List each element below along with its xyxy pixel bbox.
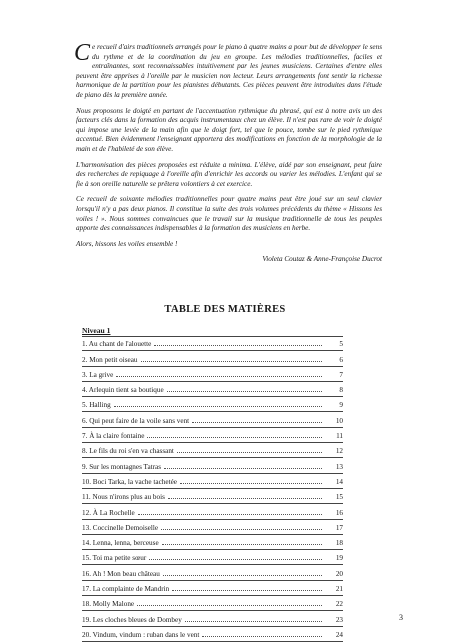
toc-entry bbox=[82, 367, 343, 382]
toc-entry bbox=[82, 474, 343, 489]
toc-entry-page: 12 bbox=[335, 447, 343, 456]
toc-entry bbox=[82, 428, 343, 443]
level-heading: Niveau 1 bbox=[82, 326, 111, 335]
toc-entry-page: 14 bbox=[335, 477, 343, 486]
page-number: 3 bbox=[399, 613, 403, 622]
toc-leader-dots bbox=[163, 575, 322, 576]
toc-leader-dots bbox=[154, 345, 322, 346]
intro-paragraph-2: Nous proposons le doigté en partant de l'accentuation rythmique du phrasé, qui est à notre avis un des facteurs clés dans la formation des acquis instrumentaux chez un élève. Il n'est pas rare de voir le doigté qui impose une levée de la main afin que le doigt fort, tel que le pouce, tombe sur le pied rythmique accentué. Bien évidemment l'enseignant apportera des modifications en fonction de la morphologie de la main et de l'habileté de son élève. bbox=[76, 106, 382, 153]
toc-leader-dots bbox=[116, 376, 322, 377]
toc-entry-page: 20 bbox=[335, 569, 343, 578]
toc-entry-page: 6 bbox=[339, 355, 343, 364]
toc-leader-dots bbox=[177, 452, 322, 453]
toc-leader-dots bbox=[180, 483, 322, 484]
toc-leader-dots bbox=[164, 468, 322, 469]
toc-leader-dots bbox=[149, 559, 322, 560]
toc-entry-title: 9. Sur les montagnes Tatras bbox=[82, 462, 162, 471]
toc-leader-dots bbox=[161, 529, 322, 530]
toc-entry-page: 15 bbox=[335, 493, 343, 502]
toc-entry-title: 5. Halling bbox=[82, 401, 111, 410]
intro-paragraph-3: L'harmonisation des pièces proposées est réduite a minima. L'élève, aidé par son enseignant, peut faire des recherches de repiquage à l'oreille afin d'enrichir les accords ou varier les mélodies. L'enfant qui se fie à son oreille naturelle se prêtera volontiers à cet exercice. bbox=[76, 160, 382, 188]
toc-entry-page: 7 bbox=[339, 370, 343, 379]
toc-entry-title: 17. La complainte de Mandrin bbox=[82, 585, 170, 594]
toc-entry-page: 19 bbox=[335, 554, 343, 563]
toc-entry-page: 17 bbox=[335, 523, 343, 532]
toc-entry-title: 2. Mon petit oiseau bbox=[82, 355, 138, 364]
toc-leader-dots bbox=[167, 391, 322, 392]
toc-entry bbox=[82, 565, 343, 580]
toc-leader-dots bbox=[168, 498, 322, 499]
toc-entry bbox=[82, 596, 343, 611]
toc-title: TABLE DES MATIÈRES bbox=[164, 304, 286, 315]
toc-entry-title: 15. Toi ma petite sœur bbox=[82, 554, 147, 563]
toc-entry bbox=[82, 550, 343, 565]
toc-entry bbox=[82, 443, 343, 458]
toc-entry-page: 8 bbox=[339, 386, 343, 395]
toc-leader-dots bbox=[141, 361, 323, 362]
toc-entry bbox=[82, 581, 343, 596]
toc-entry-page: 16 bbox=[335, 508, 343, 517]
toc-entry bbox=[82, 397, 343, 412]
intro-paragraph-1-text: e recueil d'airs traditionnels arrangés pour le piano à quatre mains a pour but de développer le sens du rythme et de la coordination du jeu en groupe. Les mélodies traditionnelles, faciles et entraînantes, sont reconnaissables intuitivement par les jeunes musiciens. Certaines d'entre elles peuvent être apprises à l'oreille par le musicien non lecteur. Leurs arrangements font sentir la richesse harmonique de la partition pour les pianistes débutants. Ces pièces peuvent être introduites dans l'étude de piano dès la première année. bbox=[76, 43, 382, 99]
introduction-text bbox=[74, 40, 382, 271]
toc-leader-dots bbox=[147, 437, 322, 438]
toc-entry-title: 18. Molly Malone bbox=[82, 600, 135, 609]
toc-entry bbox=[82, 535, 343, 550]
toc-entry-title: 1. Au chant de l'alouette bbox=[82, 340, 152, 349]
toc-leader-dots bbox=[137, 605, 322, 606]
toc-entry-title: 8. Le fils du roi s'en va chassant bbox=[82, 447, 174, 456]
toc-leader-dots bbox=[185, 621, 322, 622]
toc-entry-title: 4. Arlequin tient sa boutique bbox=[82, 386, 164, 395]
signature: Violeta Coutaz & Anne-Françoise Ducrot bbox=[262, 255, 382, 264]
toc-entry-page: 23 bbox=[335, 615, 343, 624]
toc-entry-page: 5 bbox=[339, 340, 343, 349]
toc-entry-title: 3. La grive bbox=[82, 370, 114, 379]
toc-entry bbox=[82, 489, 343, 504]
toc-entry-title: 19. Les cloches bleues de Dombey bbox=[82, 615, 182, 624]
toc-entry-page: 18 bbox=[335, 539, 343, 548]
toc-leader-dots bbox=[138, 514, 322, 515]
toc-entry-page: 13 bbox=[335, 462, 343, 471]
toc-entry-page: 24 bbox=[335, 630, 343, 639]
toc-entry-page: 9 bbox=[339, 401, 343, 410]
toc-entry bbox=[82, 412, 343, 427]
toc-entry-title: 13. Coccinelle Demoiselle bbox=[82, 523, 159, 532]
toc-entry-title: 20. Vindum, vindum : ruban dans le vent bbox=[82, 630, 200, 639]
toc-entry-title: 12. À La Rochelle bbox=[82, 508, 135, 517]
toc-list bbox=[82, 336, 343, 642]
toc-entry-title: 7. À la claire fontaine bbox=[82, 432, 145, 441]
toc-entry-title: 14. Lenna, lenna, berceuse bbox=[82, 539, 159, 548]
intro-paragraph-4: Ce recueil de soixante mélodies traditionnelles pour quatre mains peut être joué sur un seul clavier lorsqu'il n'y a pas deux pianos. Il constitue la suite des trois volumes précédents du thème « Hissons les voiles ! ». Nous sommes convaincues que le travail sur la musique traditionnelle de tous les peuples apporte des connaissances indispensables à la formation des musiciens en herbe. bbox=[76, 195, 382, 233]
toc-entry-page: 21 bbox=[335, 585, 343, 594]
toc-entry bbox=[82, 627, 343, 642]
toc-entry-page: 10 bbox=[335, 416, 343, 425]
toc-leader-dots bbox=[114, 406, 322, 407]
toc-entry bbox=[82, 336, 343, 351]
toc-leader-dots bbox=[192, 422, 322, 423]
toc-entry-title: 16. Ah ! Mon beau château bbox=[82, 569, 160, 578]
toc-entry-title: 6. Qui peut faire de la voile sans vent bbox=[82, 416, 190, 425]
drop-cap: C bbox=[74, 40, 91, 66]
toc-entry bbox=[82, 458, 343, 473]
table-of-contents bbox=[82, 326, 343, 642]
toc-leader-dots bbox=[172, 590, 322, 591]
toc-entry bbox=[82, 351, 343, 366]
toc-entry bbox=[82, 611, 343, 626]
toc-entry-title: 10. Boci Tarka, la vache tachetée bbox=[82, 477, 177, 486]
toc-entry bbox=[82, 382, 343, 397]
toc-entry-page: 22 bbox=[335, 600, 343, 609]
intro-paragraph-1 bbox=[74, 40, 382, 101]
toc-entry bbox=[82, 520, 343, 535]
toc-leader-dots bbox=[162, 544, 322, 545]
toc-entry bbox=[82, 504, 343, 519]
toc-entry-title: 11. Nous n'irons plus au bois bbox=[82, 493, 165, 502]
toc-entry-page: 11 bbox=[336, 432, 343, 441]
intro-paragraph-5: Alors, hissons les voiles ensemble ! bbox=[76, 239, 178, 248]
